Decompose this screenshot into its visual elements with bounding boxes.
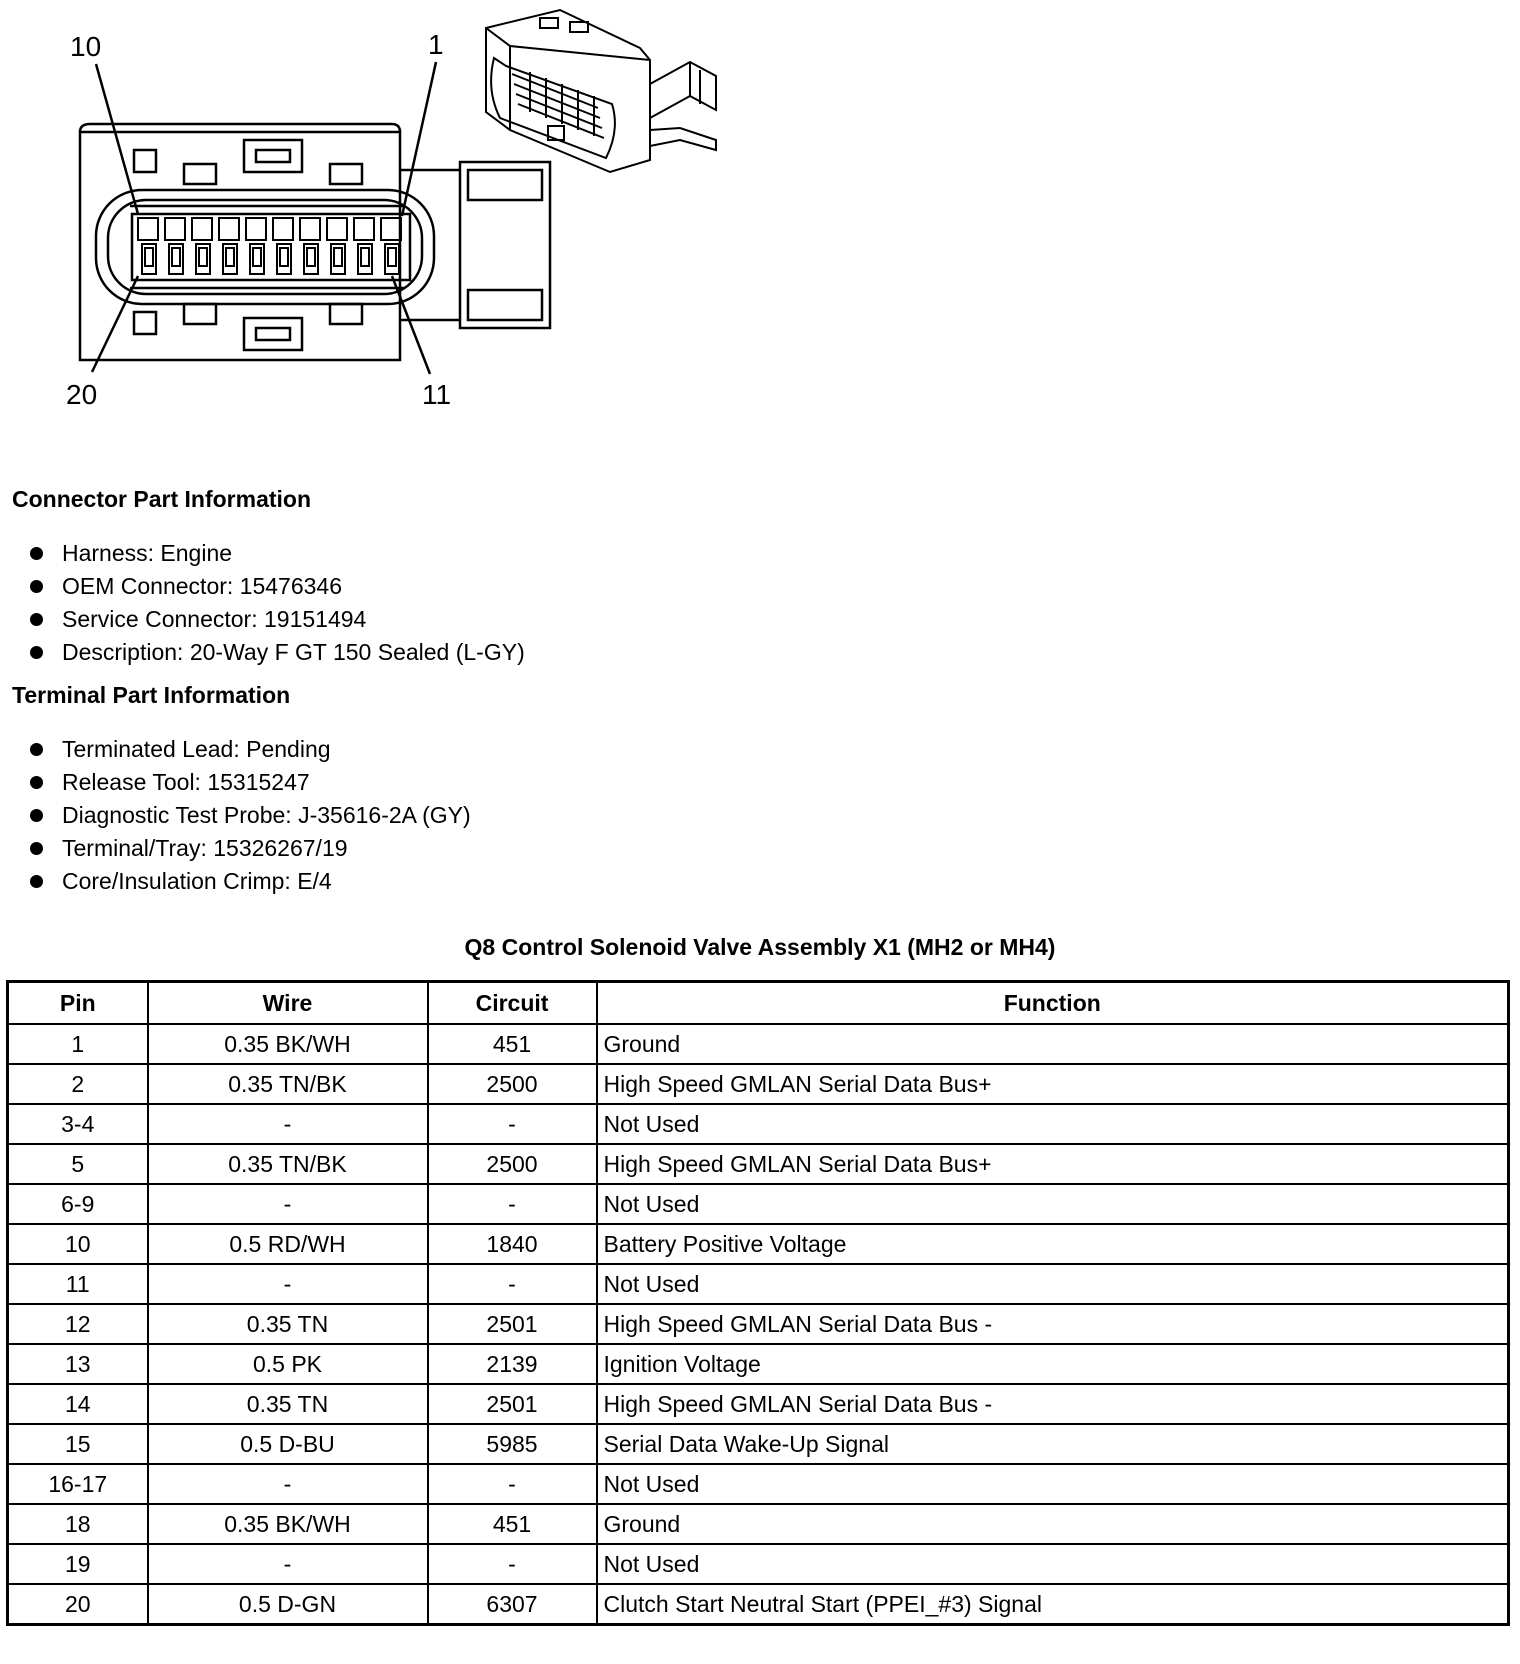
pin-cavity [192, 218, 212, 240]
cell-function: Ground [597, 1504, 1509, 1544]
cell-function: Not Used [597, 1464, 1509, 1504]
cell-function: High Speed GMLAN Serial Data Bus+ [597, 1144, 1509, 1184]
cell-wire: 0.35 BK/WH [148, 1024, 428, 1064]
connector-info-list [28, 537, 525, 669]
cell-function: Not Used [597, 1104, 1509, 1144]
bullet-icon [30, 580, 43, 593]
table-row [8, 1224, 1509, 1264]
cell-function: Not Used [597, 1264, 1509, 1304]
cell-pin: 15 [8, 1424, 148, 1464]
cell-wire: - [148, 1464, 428, 1504]
pin-cavity [381, 218, 401, 240]
bullet-icon [30, 743, 43, 756]
cell-circuit: 1840 [428, 1224, 597, 1264]
table-row [8, 1384, 1509, 1424]
cell-wire: 0.35 BK/WH [148, 1504, 428, 1544]
cell-function: High Speed GMLAN Serial Data Bus - [597, 1384, 1509, 1424]
cell-circuit: - [428, 1104, 597, 1144]
pin-cavity [280, 248, 288, 266]
pin-cavity [307, 248, 315, 266]
cell-circuit: - [428, 1544, 597, 1584]
cell-circuit: 451 [428, 1024, 597, 1064]
connector-info-title: Connector Part Information [12, 486, 312, 512]
pin-cavity [138, 218, 158, 240]
cell-pin: 19 [8, 1544, 148, 1584]
cell-circuit: 2500 [428, 1064, 597, 1104]
pin-cavity [199, 248, 207, 266]
cell-function: Not Used [597, 1544, 1509, 1584]
table-row [8, 1464, 1509, 1504]
cell-wire: - [148, 1264, 428, 1304]
table-header-row [8, 982, 1509, 1025]
cell-pin: 11 [8, 1264, 148, 1304]
pin-cavity [253, 248, 261, 266]
connector-isometric-icon [486, 10, 716, 172]
cell-circuit: 2500 [428, 1144, 597, 1184]
bullet-icon [30, 646, 43, 659]
cell-circuit: - [428, 1264, 597, 1304]
table-row [8, 1344, 1509, 1384]
cell-wire: 0.5 RD/WH [148, 1224, 428, 1264]
cell-function: Not Used [597, 1184, 1509, 1224]
header-function: Function [597, 982, 1509, 1025]
cell-pin: 1 [8, 1024, 148, 1064]
cell-wire: 0.35 TN [148, 1304, 428, 1344]
table-row [8, 1024, 1509, 1064]
pin-cavity [300, 218, 320, 240]
pin-cavity [246, 218, 266, 240]
cell-function: Ground [597, 1024, 1509, 1064]
table-row [8, 1424, 1509, 1464]
table-row [8, 1144, 1509, 1184]
pinout-table-title: Q8 Control Solenoid Valve Assembly X1 (MH2 or MH4) [464, 934, 1056, 960]
pin-cavity [388, 248, 396, 266]
list-item: Service Connector: 19151494 [28, 603, 525, 636]
pin-label-11: 11 [422, 379, 452, 410]
pin-cavity [226, 248, 234, 266]
bullet-icon [30, 547, 43, 560]
cell-function: High Speed GMLAN Serial Data Bus - [597, 1304, 1509, 1344]
cell-circuit: 2501 [428, 1304, 597, 1344]
pin-cavity [327, 218, 347, 240]
cell-pin: 16-17 [8, 1464, 148, 1504]
cell-wire: 0.5 PK [148, 1344, 428, 1384]
cell-circuit: - [428, 1464, 597, 1504]
cell-circuit: 451 [428, 1504, 597, 1544]
cell-pin: 2 [8, 1064, 148, 1104]
header-circuit: Circuit [428, 982, 597, 1025]
bullet-icon [30, 613, 43, 626]
cell-function: Serial Data Wake-Up Signal [597, 1424, 1509, 1464]
list-item: Core/Insulation Crimp: E/4 [28, 865, 471, 898]
cell-wire: 0.35 TN/BK [148, 1064, 428, 1104]
cell-function: Battery Positive Voltage [597, 1224, 1509, 1264]
table-row [8, 1264, 1509, 1304]
cell-pin: 14 [8, 1384, 148, 1424]
cell-circuit: 6307 [428, 1584, 597, 1625]
cell-function: Clutch Start Neutral Start (PPEI_#3) Signal [597, 1584, 1509, 1625]
pin-cavity [219, 218, 239, 240]
pin-cavity [334, 248, 342, 266]
pin-label-20: 20 [66, 379, 98, 410]
cell-pin: 3-4 [8, 1104, 148, 1144]
pinout-table [6, 980, 1510, 1626]
cell-pin: 18 [8, 1504, 148, 1544]
list-item: Diagnostic Test Probe: J-35616-2A (GY) [28, 799, 471, 832]
header-pin: Pin [8, 982, 148, 1025]
connector-face-diagram [0, 0, 760, 420]
list-item: Release Tool: 15315247 [28, 766, 471, 799]
bullet-icon [30, 842, 43, 855]
list-item: Harness: Engine [28, 537, 525, 570]
cell-pin: 5 [8, 1144, 148, 1184]
bullet-icon [30, 875, 43, 888]
cell-wire: 0.35 TN [148, 1384, 428, 1424]
list-item: Terminal/Tray: 15326267/19 [28, 832, 471, 865]
terminal-info-list [28, 733, 471, 898]
table-row [8, 1544, 1509, 1584]
table-row [8, 1504, 1509, 1544]
cell-wire: - [148, 1104, 428, 1144]
list-item: OEM Connector: 15476346 [28, 570, 525, 603]
pin-cavity [273, 218, 293, 240]
list-item: Terminated Lead: Pending [28, 733, 471, 766]
cell-pin: 6-9 [8, 1184, 148, 1224]
terminal-info-title: Terminal Part Information [12, 682, 291, 708]
cell-pin: 12 [8, 1304, 148, 1344]
cell-wire: 0.5 D-GN [148, 1584, 428, 1625]
cell-circuit: 5985 [428, 1424, 597, 1464]
table-row [8, 1584, 1509, 1625]
cell-wire: 0.35 TN/BK [148, 1144, 428, 1184]
bullet-icon [30, 776, 43, 789]
cell-function: Ignition Voltage [597, 1344, 1509, 1384]
table-row [8, 1104, 1509, 1144]
cell-pin: 13 [8, 1344, 148, 1384]
list-item: Description: 20-Way F GT 150 Sealed (L-GY) [28, 636, 525, 669]
cell-function: High Speed GMLAN Serial Data Bus+ [597, 1064, 1509, 1104]
cell-wire: - [148, 1184, 428, 1224]
table-row [8, 1064, 1509, 1104]
cell-pin: 10 [8, 1224, 148, 1264]
pin-cavity [361, 248, 369, 266]
pin-cavity [354, 218, 374, 240]
cell-circuit: 2139 [428, 1344, 597, 1384]
cell-circuit: - [428, 1184, 597, 1224]
pin-label-1: 1 [428, 29, 444, 60]
pin-cavity [165, 218, 185, 240]
bullet-icon [30, 809, 43, 822]
cell-wire: 0.5 D-BU [148, 1424, 428, 1464]
pin-cavity [145, 248, 153, 266]
header-wire: Wire [148, 982, 428, 1025]
pin-cavity [172, 248, 180, 266]
cell-pin: 20 [8, 1584, 148, 1625]
cell-wire: - [148, 1544, 428, 1584]
table-row [8, 1304, 1509, 1344]
cell-circuit: 2501 [428, 1384, 597, 1424]
table-row [8, 1184, 1509, 1224]
pin-label-10: 10 [70, 31, 102, 62]
